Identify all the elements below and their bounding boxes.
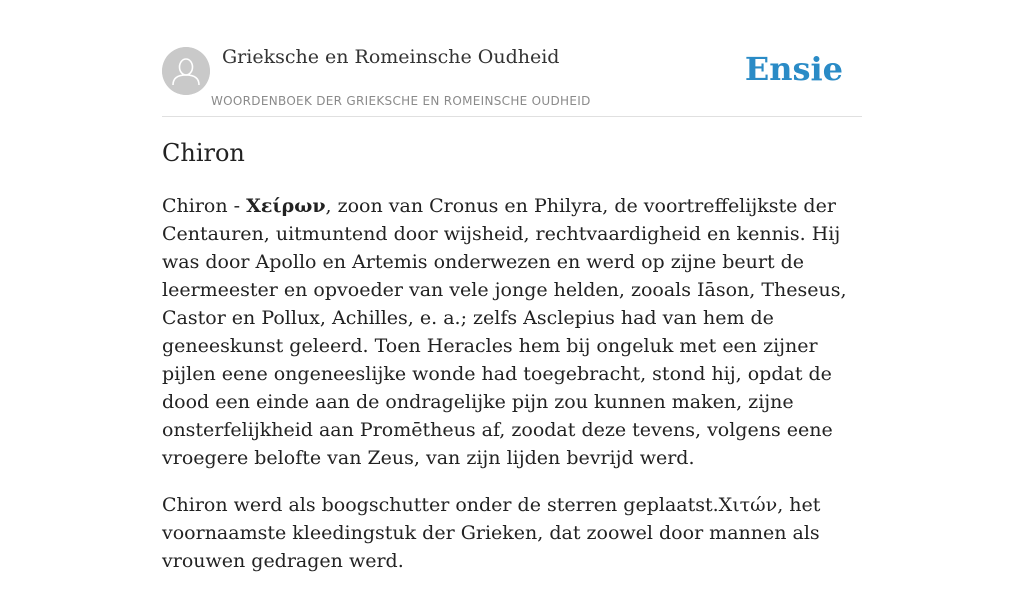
- entry-title: Chiron: [162, 139, 245, 167]
- entry-text: , zoon van Cronus en Philyra, de voortreffelijkste der Centauren, uitmuntend door wijsheid, rechtvaardigheid en kennis. Hij was door Apollo en Artemis onderwezen en werd op zijne beurt de leermeester en opvoeder van vele jonge helden, zooals Iāson, Theseus, Castor en Pollux, Achilles, e. a.; zelfs Asclepius had van hem de geneeskunst geleerd. Toen Heracles hem bij ongeluk met een zijner pijlen eene ongeneeslijke wonde had toegebracht, stond hij, opdat de dood een einde aan de ondragelijke pijn zou kunnen maken, zijne onsterfelijkheid aan Promētheus af, zoodat deze tevens, volgens eene vroegere belofte van Zeus, van zijn lijden bevrijd werd.: [162, 195, 847, 469]
- avatar[interactable]: [162, 47, 210, 95]
- entry-paragraph-1: [162, 192, 866, 472]
- entry-lead: Chiron -: [162, 195, 247, 217]
- greek-term: Χείρων: [246, 195, 326, 217]
- user-silhouette-icon: [162, 47, 210, 95]
- ensie-logo-link[interactable]: Ensie: [744, 50, 843, 88]
- entry-body: [162, 192, 866, 594]
- book-subtitle: WOORDENBOEK DER GRIEKSCHE EN ROMEINSCHE OUDHEID: [211, 94, 591, 108]
- entry-paragraph-2: Chiron werd als boogschutter onder de sterren geplaatst.Χιτών, het voornaamste kleedingstuk der Grieken, dat zoowel door mannen als vrouwen gedragen werd.: [162, 494, 821, 572]
- book-title-link[interactable]: Grieksche en Romeinsche Oudheid: [222, 46, 560, 68]
- site-header: [162, 40, 862, 117]
